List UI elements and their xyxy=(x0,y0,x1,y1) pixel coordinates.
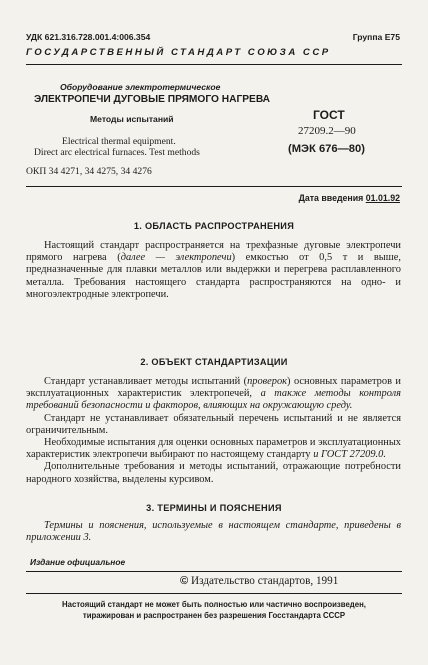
copyright-sign: © xyxy=(180,575,189,587)
section-2-paragraph-4: Дополнительные требования и методы испытаний, отражающие потребности народного хозяйства, выделены курсивом. xyxy=(26,461,401,485)
text-run: ) основных параметров и эксплуатационных характеристик электропечей, xyxy=(26,376,401,400)
text-run-italic: далее — электропечи xyxy=(120,252,232,264)
okp-codes: ОКП 34 4271, 34 4275, 34 4276 xyxy=(26,166,152,177)
date-introduction-value: 01.01.92 xyxy=(365,193,400,203)
iec-number: (МЭК 676—80) xyxy=(288,143,365,155)
text-run: ) емкостью от 0,5 т и выше, предназначенные для плавки металлов или выдержки и перегрева расплавленного металла. Требования настоящего стандарта распространяются на одно- и многоэлектродные электропечи. xyxy=(26,252,401,300)
title-subtitle: Оборудование электротермическое xyxy=(60,82,221,92)
section-3-body xyxy=(26,520,401,544)
section-2-body xyxy=(26,376,401,486)
title-english-1: Electrical thermal equipment. xyxy=(62,136,176,147)
section-1-body xyxy=(26,240,401,301)
section-2-paragraph-3 xyxy=(26,437,401,461)
gost-label: ГОСТ xyxy=(313,108,345,122)
section-1-paragraph xyxy=(26,240,401,301)
text-run-italic: а также методы контроля требований безопасности и факторов, влияющих на окружающую среду. xyxy=(26,388,402,412)
reproduction-notice-2: тиражирован и распространен без разрешения Госстандарта СССР xyxy=(82,611,346,620)
section-1-title: 1. ОБЛАСТЬ РАСПРОСТРАНЕНИЯ xyxy=(133,221,295,231)
header-rule xyxy=(26,64,402,65)
section-2-paragraph-1 xyxy=(26,376,401,413)
section-3-title: 3. ТЕРМИНЫ И ПОЯСНЕНИЯ xyxy=(146,503,282,513)
text-run-italic: проверок xyxy=(247,376,288,387)
date-introduction xyxy=(299,193,400,203)
text-run: Необходимые испытания для оценки основных параметров и эксплуатационных характеристик электропечи выбирают по настоящему стандарту xyxy=(26,437,401,461)
gost-number: 27209.2—90 xyxy=(298,125,356,137)
group-code: Группа Е75 xyxy=(352,32,400,42)
title-main: ЭЛЕКТРОПЕЧИ ДУГОВЫЕ ПРЯМОГО НАГРЕВА xyxy=(34,94,271,105)
title-rule xyxy=(26,186,402,187)
title-methods: Методы испытаний xyxy=(90,114,174,124)
section-2-title: 2. ОБЪЕКТ СТАНДАРТИЗАЦИИ xyxy=(140,357,288,367)
udc-code: УДК 621.316.728.001.4:006.354 xyxy=(26,32,151,42)
state-standard-banner: ГОСУДАРСТВЕННЫЙ СТАНДАРТ СОЮЗА ССР xyxy=(26,47,331,58)
date-introduction-label: Дата введения xyxy=(298,193,364,203)
official-edition: Издание официальное xyxy=(30,557,126,567)
reproduction-notice-1: Настоящий стандарт не может быть полностью или частично воспроизведен, xyxy=(62,600,366,609)
copyright-text: Издательство стандартов, 1991 xyxy=(191,575,339,587)
footer-rule-top xyxy=(26,571,402,572)
text-run: Настоящий стандарт распространяется на трехфазные дуговые электропечи прямого нагрева ( xyxy=(26,240,401,264)
section-2-paragraph-2: Стандарт не устанавливает обязательный перечень испытаний и не является ограничительным. xyxy=(26,412,401,436)
section-3-paragraph: Термины и пояснения, используемые в настоящем стандарте, приведены в приложении 3. xyxy=(26,520,401,544)
footer-rule-bottom xyxy=(26,593,402,594)
text-run-italic: и ГОСТ 27209.0. xyxy=(313,449,386,461)
text-run: Стандарт устанавливает методы испытаний ( xyxy=(44,376,248,387)
title-english-2: Direct arc electrical furnaces. Test methods xyxy=(34,147,200,158)
copyright xyxy=(180,575,338,587)
